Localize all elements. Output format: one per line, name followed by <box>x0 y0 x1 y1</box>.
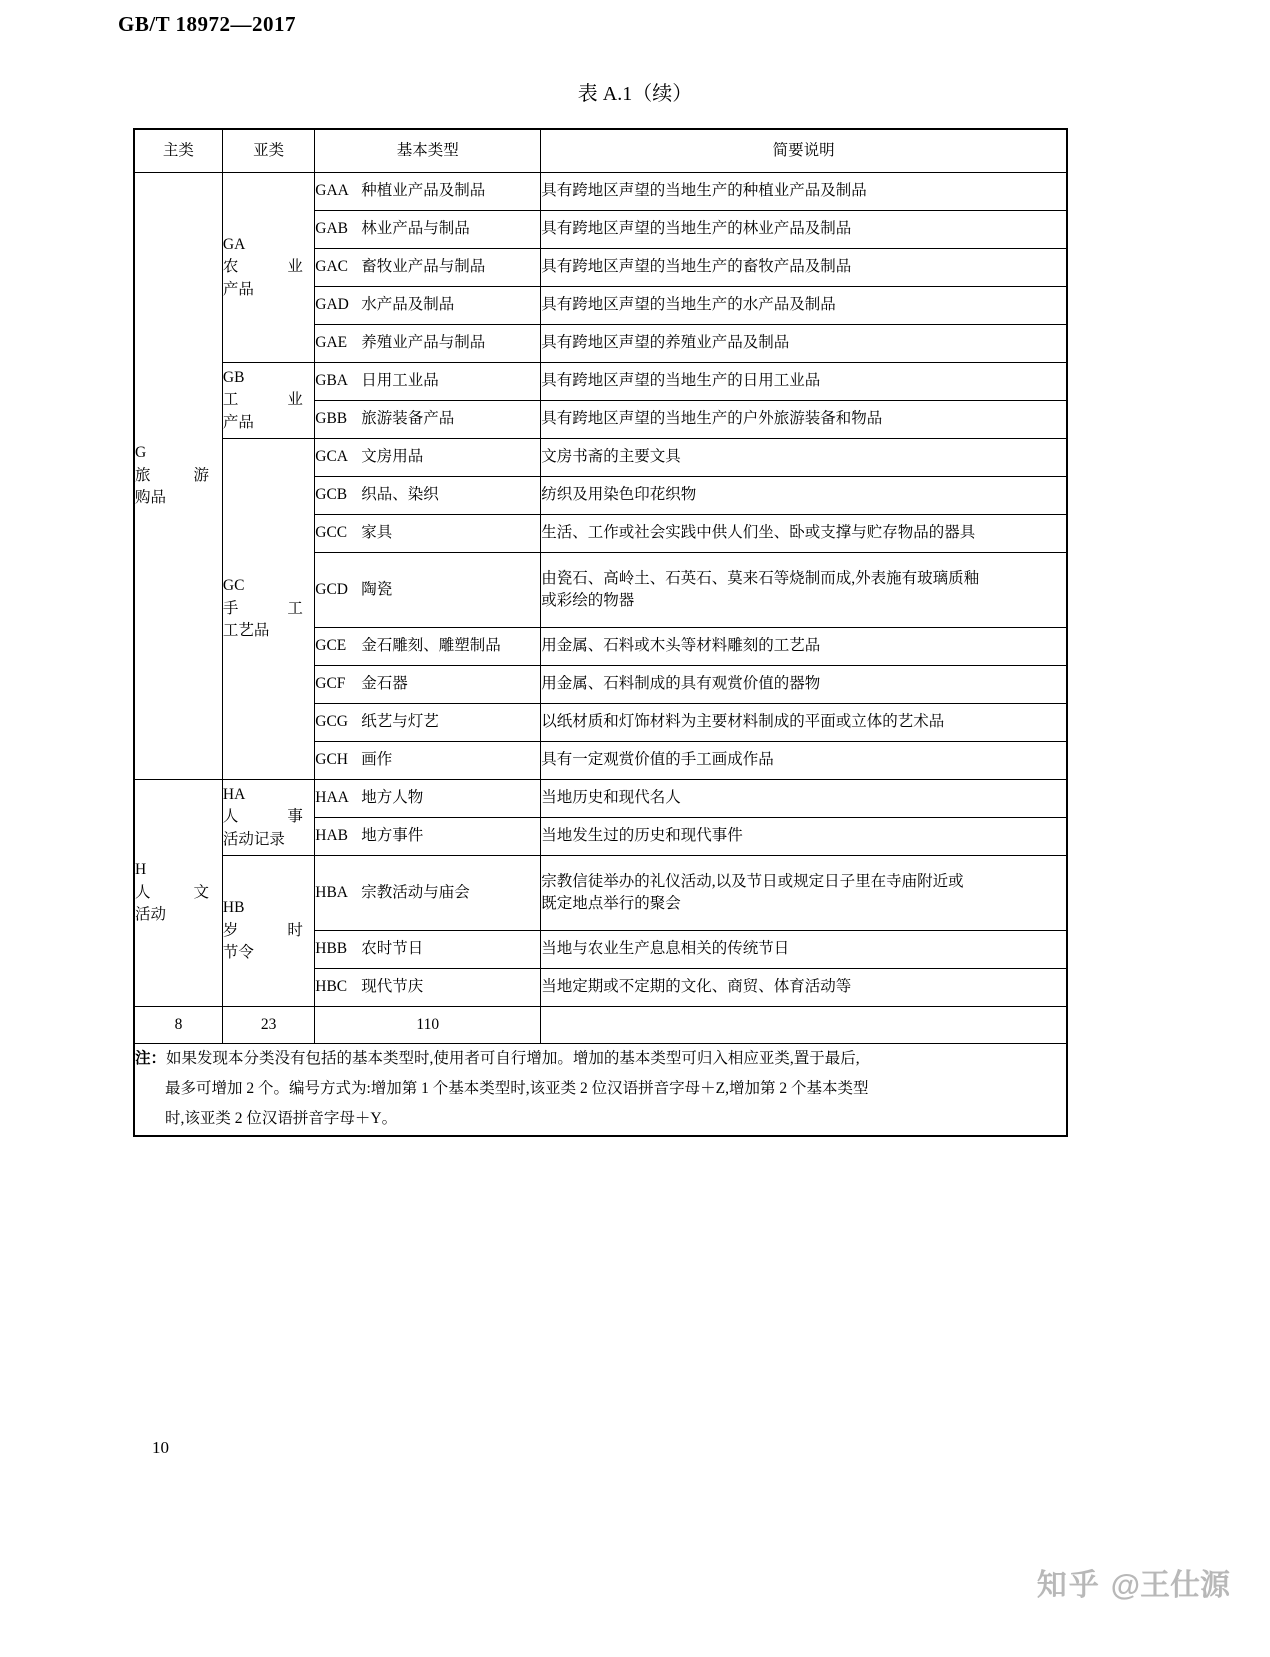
basic-name: 养殖业产品与制品 <box>361 334 486 352</box>
basic-code: HBA <box>315 883 348 901</box>
description-cell: 用金属、石料制成的具有观赏价值的器物 <box>541 666 1067 704</box>
basic-code: GCA <box>315 448 348 466</box>
basic-name: 画作 <box>361 751 393 769</box>
table-caption: 表 A.1（续） <box>577 83 693 105</box>
description-cell: 用金属、石料或木头等材料雕刻的工艺品 <box>541 628 1067 666</box>
description-line2: 或彩绘的物器 <box>541 592 635 609</box>
description-cell: 文房书斋的主要文具 <box>541 439 1067 477</box>
description-cell: 以纸材质和灯饰材料为主要材料制成的平面或立体的艺术品 <box>541 704 1067 742</box>
basic-code: GCH <box>315 751 348 769</box>
note-row <box>134 1044 1067 1136</box>
column-header-sub: 亚类 <box>222 129 314 173</box>
description-cell <box>541 553 1067 628</box>
sub-category-GA <box>222 173 314 363</box>
table-note <box>134 1044 1067 1136</box>
description-cell: 纺织及用染色印花织物 <box>541 477 1067 515</box>
basic-type-cell <box>315 704 541 742</box>
basic-type-cell <box>315 931 541 969</box>
basic-code: HBC <box>315 978 348 996</box>
basic-type-cell <box>315 401 541 439</box>
basic-code: GCE <box>315 637 347 655</box>
basic-name: 现代节庆 <box>361 978 424 996</box>
basic-code: HBB <box>315 940 348 958</box>
note-line1-text: 如果发现本分类没有包括的基本类型时,使用者可自行增加。增加的基本类型可归入相应亚类,置于最后, <box>166 1050 860 1067</box>
sub-name-line2: 活动记录 <box>222 830 285 848</box>
page-number: 10 <box>152 1438 169 1457</box>
basic-name: 旅游装备产品 <box>361 410 455 428</box>
summary-sub-count: 23 <box>222 1007 314 1044</box>
main-category-G <box>134 173 222 780</box>
description-line2: 既定地点举行的聚会 <box>541 895 681 912</box>
sub-code: HB <box>222 899 245 917</box>
note-line1 <box>135 1044 1066 1074</box>
sub-code: GB <box>222 368 245 386</box>
note-line2-text: 最多可增加 2 个。编号方式为:增加第 1 个基本类型时,该亚类 2 位汉语拼音字母＋Z,增加第 2 个基本类型 <box>165 1080 869 1098</box>
description-cell: 具有跨地区声望的当地生产的日用工业品 <box>541 363 1067 401</box>
sub-name-line1: 农业 <box>222 258 303 276</box>
table-row <box>134 363 1067 401</box>
column-header-main: 主类 <box>134 129 222 173</box>
basic-type-cell <box>315 856 541 931</box>
basic-name: 畜牧业产品与制品 <box>361 258 486 276</box>
basic-type-cell <box>315 780 541 818</box>
sub-category-GB <box>222 363 314 439</box>
description-cell: 具有一定观赏价值的手工画成作品 <box>541 742 1067 780</box>
basic-type-cell <box>315 477 541 515</box>
basic-code: GBB <box>315 410 348 428</box>
basic-name: 林业产品与制品 <box>361 220 470 238</box>
table-row <box>134 439 1067 477</box>
main-name-line2: 活动 <box>135 906 167 924</box>
description-line1: 由瓷石、高岭土、石英石、莫来石等烧制而成,外表施有玻璃质釉 <box>541 569 980 587</box>
column-header-basic: 基本类型 <box>315 129 541 173</box>
sub-name-line1: 人事 <box>222 808 303 826</box>
basic-code: GAA <box>315 182 349 200</box>
basic-name: 织品、染织 <box>361 486 439 504</box>
basic-name: 纸艺与灯艺 <box>361 713 439 731</box>
note-line3-text: 时,该亚类 2 位汉语拼音字母＋Y。 <box>165 1110 398 1128</box>
summary-desc <box>541 1007 1067 1044</box>
basic-name: 宗教活动与庙会 <box>361 883 470 901</box>
sub-name-line2: 产品 <box>222 280 254 298</box>
basic-name: 地方事件 <box>361 827 424 845</box>
main-category-H <box>134 780 222 1007</box>
basic-type-cell <box>315 515 541 553</box>
sub-category-HB <box>222 856 314 1007</box>
basic-code: GCD <box>315 580 348 598</box>
basic-name: 水产品及制品 <box>361 296 455 314</box>
basic-type-cell <box>315 553 541 628</box>
basic-name: 陶瓷 <box>361 580 393 598</box>
summary-main-count: 8 <box>134 1007 222 1044</box>
table-row <box>134 780 1067 818</box>
sub-name-line2: 产品 <box>222 413 254 431</box>
table-row <box>134 173 1067 211</box>
basic-name: 金石器 <box>361 675 408 693</box>
basic-code: GAB <box>315 220 348 238</box>
basic-code: GAD <box>315 296 349 314</box>
table-row <box>134 856 1067 931</box>
classification-table-wrapper <box>133 128 1068 1137</box>
basic-name: 种植业产品及制品 <box>361 182 486 200</box>
sub-name-line1: 岁时 <box>222 921 303 939</box>
basic-type-cell <box>315 969 541 1007</box>
basic-code: GCF <box>315 675 346 693</box>
description-cell: 具有跨地区声望的当地生产的畜牧产品及制品 <box>541 249 1067 287</box>
sub-category-GC <box>222 439 314 780</box>
description-cell: 具有跨地区声望的当地生产的种植业产品及制品 <box>541 173 1067 211</box>
main-name-line1: 旅游 <box>135 466 209 484</box>
basic-name: 日用工业品 <box>361 372 439 390</box>
watermark-username: @王仕源 <box>1110 1569 1230 1602</box>
basic-name: 金石雕刻、雕塑制品 <box>361 637 501 655</box>
description-cell: 当地定期或不定期的文化、商贸、体育活动等 <box>541 969 1067 1007</box>
basic-type-cell <box>315 287 541 325</box>
description-cell: 生活、工作或社会实践中供人们坐、卧或支撑与贮存物品的器具 <box>541 515 1067 553</box>
sub-category-HA <box>222 780 314 856</box>
sub-code: GA <box>222 235 246 253</box>
sub-code: HA <box>222 785 246 803</box>
column-header-desc: 简要说明 <box>541 129 1067 173</box>
basic-code: GCB <box>315 486 348 504</box>
basic-type-cell <box>315 818 541 856</box>
description-line1: 宗教信徒举办的礼仪活动,以及节日或规定日子里在寺庙附近或 <box>541 872 964 890</box>
description-cell: 具有跨地区声望的当地生产的水产品及制品 <box>541 287 1067 325</box>
summary-row <box>134 1007 1067 1044</box>
summary-basic-count: 110 <box>315 1007 541 1044</box>
description-cell: 当地历史和现代名人 <box>541 780 1067 818</box>
basic-name: 农时节日 <box>361 940 424 958</box>
basic-code: GCG <box>315 713 348 731</box>
basic-type-cell <box>315 666 541 704</box>
main-name-line1: 人文 <box>135 883 209 901</box>
basic-code: HAB <box>315 827 348 845</box>
watermark <box>1037 1560 1230 1604</box>
basic-type-cell <box>315 325 541 363</box>
basic-type-cell <box>315 439 541 477</box>
sub-name-line2: 节令 <box>222 944 254 962</box>
basic-code: GAE <box>315 334 348 352</box>
main-name-line2: 购品 <box>135 489 167 507</box>
description-cell <box>541 856 1067 931</box>
basic-code: GCC <box>315 524 348 542</box>
basic-type-cell <box>315 742 541 780</box>
standard-number-header: GB/T 18972—2017 <box>118 12 297 36</box>
basic-code: GBA <box>315 372 348 390</box>
basic-name: 家具 <box>361 524 393 542</box>
main-code: G <box>135 444 147 462</box>
classification-table <box>133 128 1068 1137</box>
basic-code: GAC <box>315 258 348 276</box>
basic-name: 文房用品 <box>361 448 424 466</box>
description-cell: 具有跨地区声望的当地生产的户外旅游装备和物品 <box>541 401 1067 439</box>
basic-type-cell <box>315 173 541 211</box>
basic-type-cell <box>315 249 541 287</box>
description-cell: 具有跨地区声望的当地生产的林业产品及制品 <box>541 211 1067 249</box>
sub-name-line2: 工艺品 <box>222 622 270 640</box>
basic-type-cell <box>315 363 541 401</box>
note-label: 注： <box>135 1050 167 1067</box>
main-code: H <box>135 861 147 879</box>
zhihu-logo: 知乎 <box>1036 1569 1101 1602</box>
basic-type-cell <box>315 211 541 249</box>
basic-type-cell <box>315 628 541 666</box>
sub-code: GC <box>222 577 245 595</box>
description-cell: 具有跨地区声望的养殖业产品及制品 <box>541 325 1067 363</box>
basic-name: 地方人物 <box>361 789 424 807</box>
table-header-row <box>134 129 1067 173</box>
sub-name-line1: 手工 <box>222 599 303 617</box>
basic-code: HAA <box>315 789 349 807</box>
description-cell: 当地发生过的历史和现代事件 <box>541 818 1067 856</box>
sub-name-line1: 工业 <box>222 391 303 409</box>
description-cell: 当地与农业生产息息相关的传统节日 <box>541 931 1067 969</box>
